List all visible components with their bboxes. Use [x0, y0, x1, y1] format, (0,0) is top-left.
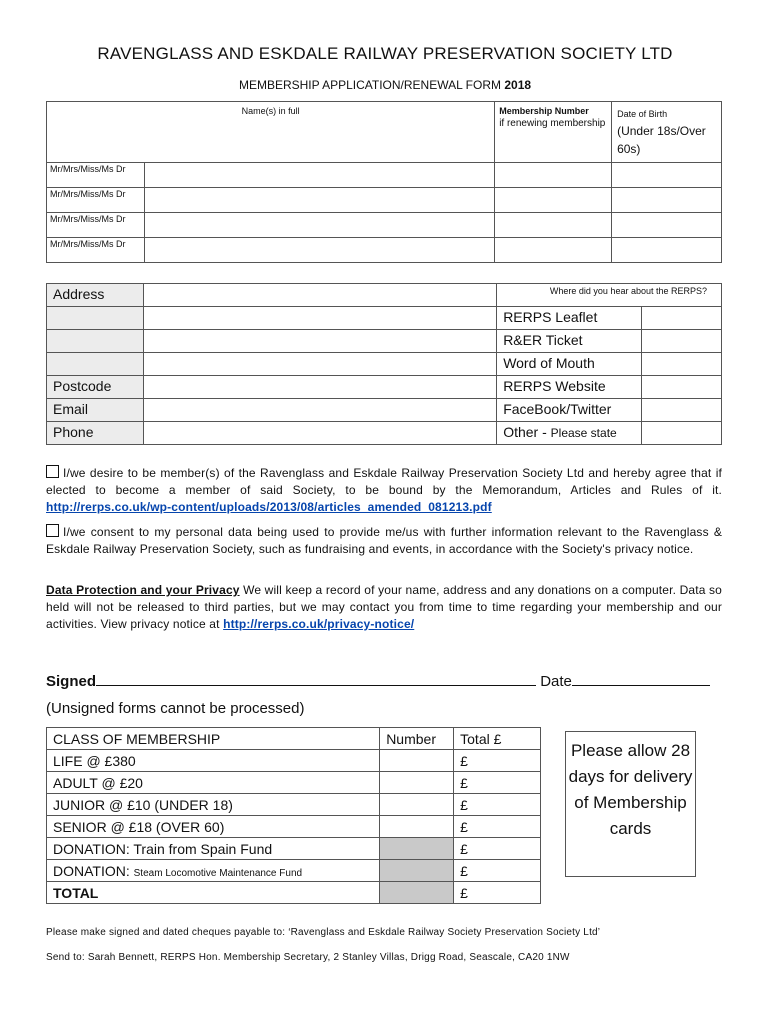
hear-question: Where did you hear about the RERPS? [497, 284, 722, 307]
dob-input-4[interactable] [612, 238, 722, 263]
dob-input-3[interactable] [612, 213, 722, 238]
hear-option-other [497, 422, 642, 445]
hear-option-word-of-mouth: Word of Mouth [497, 353, 642, 376]
other-note: Please state [550, 426, 617, 440]
membership-number-input-2[interactable] [495, 188, 612, 213]
data-consent-text: I/we consent to my personal data being used to provide me/us with further information relevant to the Ravenglass & Eskdale Railway Preservation Society, such as fundraising and events, in accordance with the Society's privacy notice. [46, 525, 722, 556]
number-header: Number [380, 728, 454, 750]
phone-label: Phone [47, 422, 144, 445]
postcode-input[interactable] [143, 376, 496, 399]
name-input-3[interactable] [144, 213, 494, 238]
name-input-1[interactable] [144, 163, 494, 188]
cheque-instructions: Please make signed and dated cheques payable to: ‘Ravenglass and Eskdale Railway Society Preservation Society Ltd’ [46, 927, 601, 938]
address-input-4[interactable] [143, 353, 496, 376]
address-table [46, 283, 722, 445]
dob-header [612, 102, 722, 163]
number-input-life[interactable] [380, 750, 454, 772]
subtitle-text: MEMBERSHIP APPLICATION/RENEWAL FORM [238, 78, 501, 92]
dob-label: Date of Birth [617, 109, 668, 119]
total-adult[interactable]: £ [454, 772, 541, 794]
donation-fund-name: Steam Locomotive Maintenance Fund [133, 867, 303, 879]
privacy-paragraph [46, 582, 722, 633]
member-consent-checkbox[interactable] [46, 465, 59, 478]
signed-label: Signed [46, 673, 97, 690]
total-header: Total £ [454, 728, 541, 750]
membership-number-input-4[interactable] [495, 238, 612, 263]
membership-number-label: Membership Number [499, 106, 589, 116]
privacy-text: We will keep a record of your name, address and any donations on a computer. Data so held will not be released to third parties, but we may contact you from time to time regarding your membership and our activities. View privacy notice at [46, 583, 722, 631]
hear-option-website: RERPS Website [497, 376, 642, 399]
address-label-blank [47, 353, 144, 376]
class-senior: SENIOR @ £18 (OVER 60) [47, 816, 380, 838]
class-header: CLASS OF MEMBERSHIP [47, 728, 380, 750]
hear-checkbox-social[interactable] [642, 399, 722, 422]
data-consent [46, 524, 722, 558]
class-life: LIFE @ £380 [47, 750, 380, 772]
signature-line [46, 672, 722, 690]
membership-number-input-3[interactable] [495, 213, 612, 238]
email-label: Email [47, 399, 144, 422]
number-disabled [380, 838, 454, 860]
class-donation-train: DONATION: Train from Spain Fund [47, 838, 380, 860]
unsigned-note: (Unsigned forms cannot be processed) [46, 700, 305, 717]
articles-link[interactable]: http://rerps.co.uk/wp-content/uploads/2013/08/articles_amended_081213.pdf [46, 500, 492, 514]
postcode-label: Postcode [47, 376, 144, 399]
data-consent-checkbox[interactable] [46, 524, 59, 537]
dob-input-2[interactable] [612, 188, 722, 213]
donation-label: DONATION: [53, 862, 130, 879]
membership-class-table [46, 727, 541, 904]
number-input-adult[interactable] [380, 772, 454, 794]
delivery-notice: Please allow 28 days for delivery of Membership cards [565, 731, 696, 877]
number-input-junior[interactable] [380, 794, 454, 816]
address-label: Address [47, 284, 144, 307]
total-donation-steam[interactable]: £ [454, 860, 541, 882]
privacy-heading: Data Protection and your Privacy [46, 583, 240, 597]
total-grand[interactable]: £ [454, 882, 541, 904]
member-consent [46, 465, 722, 516]
name-row-title: Mr/Mrs/Miss/Ms Dr [47, 188, 145, 213]
name-input-4[interactable] [144, 238, 494, 263]
class-total: TOTAL [47, 882, 380, 904]
phone-input[interactable] [143, 422, 496, 445]
name-row-title: Mr/Mrs/Miss/Ms Dr [47, 163, 145, 188]
hear-checkbox-ticket[interactable] [642, 330, 722, 353]
number-disabled [380, 882, 454, 904]
form-year: 2018 [504, 78, 532, 92]
privacy-link[interactable]: http://rerps.co.uk/privacy-notice/ [223, 617, 415, 631]
class-junior: JUNIOR @ £10 (UNDER 18) [47, 794, 380, 816]
total-senior[interactable]: £ [454, 816, 541, 838]
address-label-blank [47, 330, 144, 353]
send-to-address: Send to: Sarah Bennett, RERPS Hon. Membership Secretary, 2 Stanley Villas, Drigg Road, Seascale, CA20 1NW [46, 952, 570, 963]
date-field[interactable] [572, 672, 710, 686]
signature-field[interactable] [96, 672, 536, 686]
address-label-blank [47, 307, 144, 330]
address-input-1[interactable] [143, 284, 496, 307]
hear-option-social: FaceBook/Twitter [497, 399, 642, 422]
total-donation-train[interactable]: £ [454, 838, 541, 860]
address-input-3[interactable] [143, 330, 496, 353]
hear-checkbox-word-of-mouth[interactable] [642, 353, 722, 376]
hear-other-input[interactable] [642, 422, 722, 445]
number-disabled [380, 860, 454, 882]
class-donation-steam [47, 860, 380, 882]
name-row-title: Mr/Mrs/Miss/Ms Dr [47, 238, 145, 263]
form-title: RAVENGLASS AND ESKDALE RAILWAY PRESERVATION SOCIETY LTD [97, 44, 673, 63]
name-input-2[interactable] [144, 188, 494, 213]
membership-number-note: if renewing membership [499, 118, 606, 129]
date-label: Date [540, 673, 572, 690]
other-label: Other - [503, 424, 547, 440]
address-input-2[interactable] [143, 307, 496, 330]
names-heading: Name(s) in full [47, 102, 495, 163]
total-junior[interactable]: £ [454, 794, 541, 816]
number-input-senior[interactable] [380, 816, 454, 838]
total-life[interactable]: £ [454, 750, 541, 772]
hear-checkbox-leaflet[interactable] [642, 307, 722, 330]
names-table [46, 101, 722, 263]
membership-number-input-1[interactable] [495, 163, 612, 188]
dob-input-1[interactable] [612, 163, 722, 188]
membership-number-header [495, 102, 612, 163]
member-consent-text: I/we desire to be member(s) of the Ravenglass and Eskdale Railway Preservation Society Ltd and hereby agree that if elected to become a member of said Society, to be bound by the Memorandum, Articles and Rules of it. [46, 466, 722, 497]
class-adult: ADULT @ £20 [47, 772, 380, 794]
hear-checkbox-website[interactable] [642, 376, 722, 399]
form-subtitle [0, 78, 770, 92]
hear-option-leaflet: RERPS Leaflet [497, 307, 642, 330]
email-input[interactable] [143, 399, 496, 422]
hear-option-ticket: R&ER Ticket [497, 330, 642, 353]
name-row-title: Mr/Mrs/Miss/Ms Dr [47, 213, 145, 238]
dob-note: (Under 18s/Over 60s) [617, 124, 706, 156]
